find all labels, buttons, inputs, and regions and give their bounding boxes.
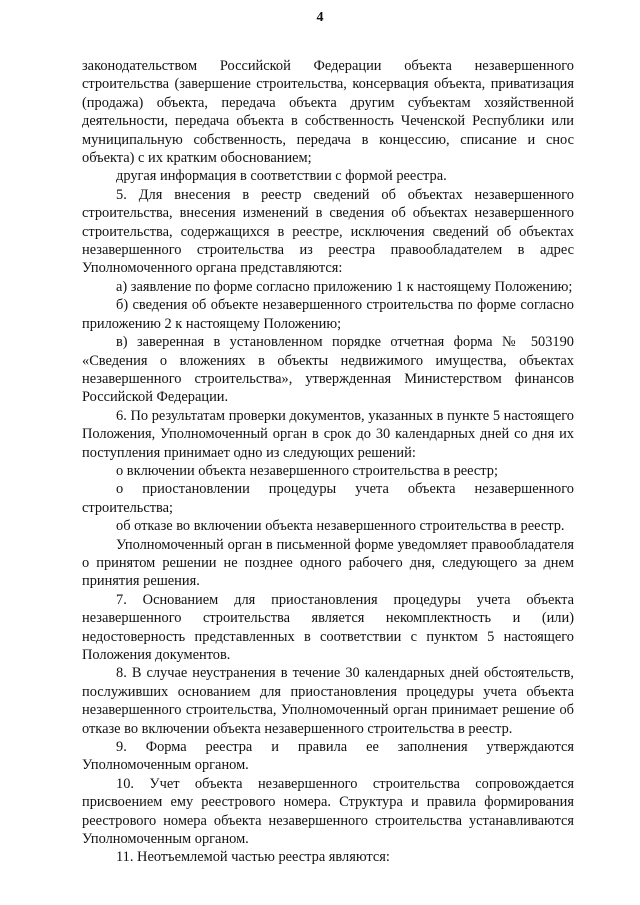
paragraph-notification: Уполномоченный орган в письменной форме уведомляет правообладателя о принятом решении не позднее одного рабочего дня, следующего за днем принятия решения.	[82, 536, 574, 590]
paragraph-item-10: 10. Учет объекта незавершенного строительства сопровождается присвоением ему реестрового номера. Структура и правила формирования реестрового номера объекта незавершенного строительства устанавливаются Уполномоченным органом.	[82, 775, 574, 848]
decision-option-include: о включении объекта незавершенного строительства в реестр;	[116, 462, 498, 479]
decision-option-suspend: о приостановлении процедуры учета объекта незавершенного строительства;	[82, 481, 574, 516]
paragraph-item-8: 8. В случае неустранения в течение 30 календарных дней обстоятельств, послуживших основанием для приостановления процедуры учета объекта незавершенного строительства, Уполномоченный орган принимает решение об отказе во включении объекта незавершенного строительства в реестр.	[82, 665, 574, 737]
paragraph-item-7: 7. Основанием для приостановления процедуры учета объекта незавершенного строительства является некомплектность и (или) недостоверность представленных в соответствии с пунктом 5 настоящего Положения документов.	[82, 591, 574, 663]
page-number: 4	[316, 10, 324, 25]
list-item-5c: в) заверенная в установленном порядке отчетная форма № 503190 «Сведения о вложениях в объекты недвижимого имущества, объектах незавершенного строительства», утвержденная Министерством финансов Российской Федерации.	[82, 334, 574, 406]
document-body	[82, 57, 574, 867]
paragraph-other-info: другая информация в соответствии с формой реестра.	[116, 168, 447, 185]
paragraph-item-11: 11. Неотъемлемой частью реестра являются:	[116, 849, 390, 866]
list-item-5b: б) сведения об объекте незавершенного строительства по форме согласно приложению 2 к настоящему Положению;	[82, 297, 574, 332]
paragraph-item-6: 6. По результатам проверки документов, указанных в пункте 5 настоящего Положения, Уполномоченный орган в срок до 30 календарных дней со дня их поступления принимает одно из следующих решений:	[82, 407, 574, 461]
paragraph-item-5: 5. Для внесения в реестр сведений об объектах незавершенного строительства, внесения изменений в сведения об объектах незавершенного строительства, содержащихся в реестре, исключения сведений об объектах незавершенного строительства из реестра правообладателем в адрес Уполномоченного органа представляются:	[82, 186, 574, 277]
paragraph-continuation: законодательством Российской Федерации объекта незавершенного строительства (завершение строительства, консервация объекта, приватизация (продажа) объекта, передача объекта другим субъектам хозяйственной деятельности, передача объекта в собственность Чеченской Республики или муниципальную собственность, передача в концессию, списание и снос объекта) с их кратким обоснованием;	[82, 58, 574, 167]
list-item-5a: а) заявление по форме согласно приложению 1 к настоящему Положению;	[116, 278, 573, 295]
paragraph-item-9: 9. Форма реестра и правила ее заполнения утверждаются Уполномоченным органом.	[82, 739, 574, 774]
decision-option-refuse: об отказе во включении объекта незавершенного строительства в реестр.	[116, 518, 565, 535]
